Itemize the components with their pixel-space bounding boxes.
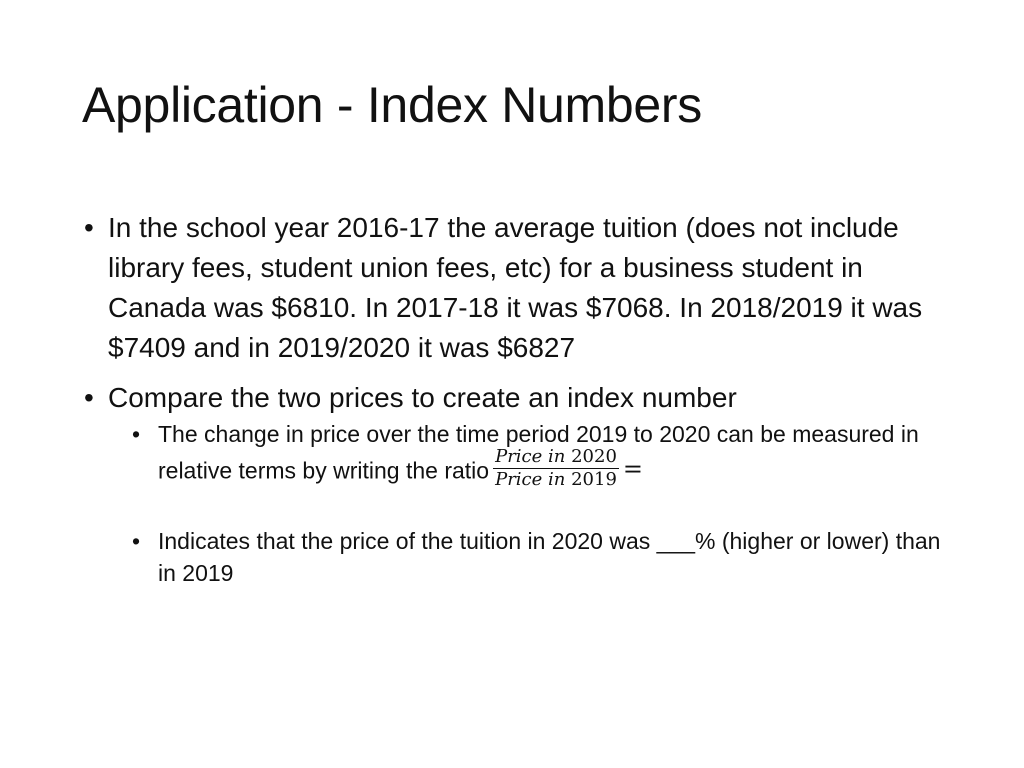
numerator-year: 2020 — [571, 446, 617, 467]
formula-denominator — [493, 469, 619, 491]
denominator-year: 2019 — [571, 469, 617, 490]
denominator-word: Price in — [495, 469, 566, 490]
numerator-word: Price in — [495, 446, 566, 467]
sub-bullet-conclusion — [132, 525, 962, 589]
sub-bullet-ratio — [132, 418, 962, 495]
bullet-compare-prices — [82, 378, 962, 418]
equals-sign: = — [622, 454, 644, 483]
slide-content — [82, 208, 962, 589]
sub-bullet-list — [132, 418, 962, 589]
ratio-formula — [493, 446, 619, 491]
sub-bullet-text: The change in price over the time period 2019 to 2020 can be measured in relative terms by writing the ratio — [158, 421, 919, 484]
slide-title: Application - Index Numbers — [82, 77, 702, 133]
sub-bullet-text: Indicates that the price of the tuition in 2020 was ___% (higher or lower) than in 2019 — [158, 528, 941, 586]
bullet-tuition-data — [82, 208, 962, 368]
formula-numerator — [493, 446, 619, 469]
bullet-text: In the school year 2016-17 the average tuition (does not include library fees, student union fees, etc) for a business student in Canada was $6810. In 2017-18 it was $7068. In 2018/2019 it was $7409 and in 2019/2020 it was $6827 — [108, 212, 923, 363]
bullet-text: Compare the two prices to create an index number — [108, 382, 737, 413]
